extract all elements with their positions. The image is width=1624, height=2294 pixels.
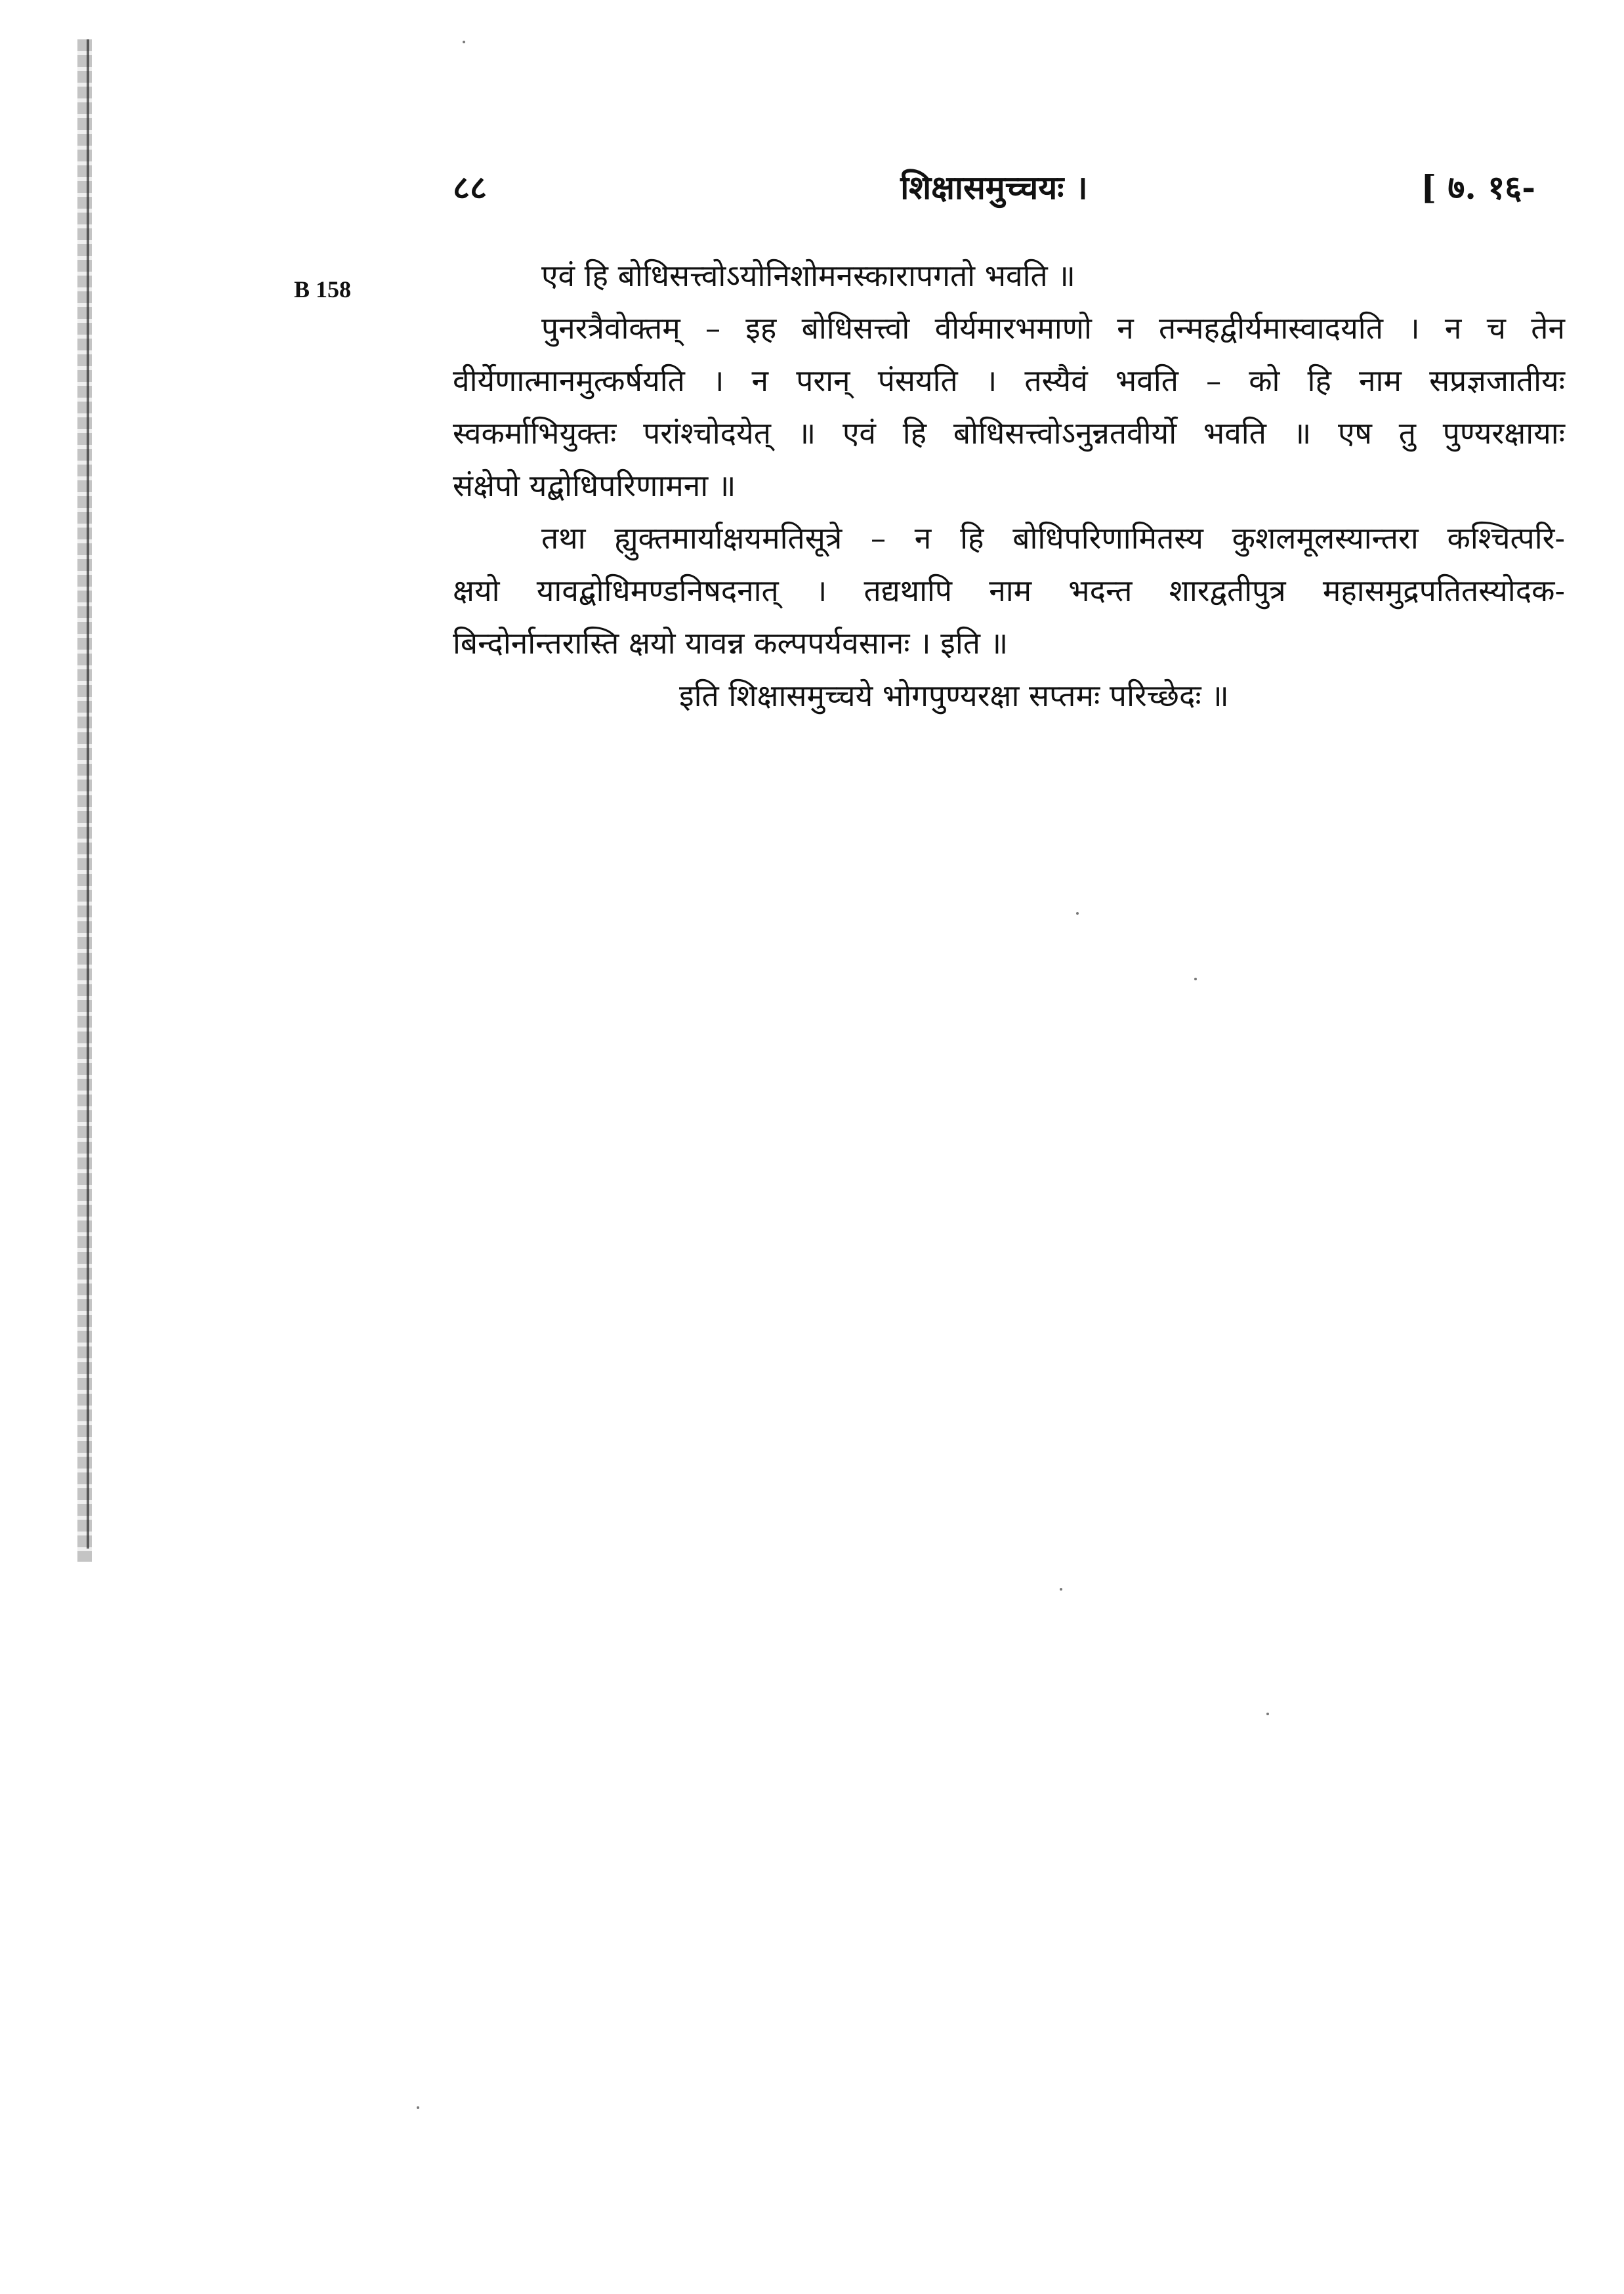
text-line: क्षयो यावद्बोधिमण्डनिषदनात् । तद्यथापि नाम भदन्त शारद्वतीपुत्र महासमुद्रपतितस्योदक- bbox=[453, 573, 1565, 608]
text-line: एवं हि बोधिसत्त्वोऽयोनिशोमनस्कारापगतो भवति ॥ bbox=[541, 258, 1075, 293]
running-head bbox=[453, 164, 1535, 217]
section-reference: [ ७. १६- bbox=[1421, 168, 1535, 207]
paragraph bbox=[453, 512, 1565, 669]
text-line: वीर्येणात्मानमुत्कर्षयति । न परान् पंसयति । तस्यैवं भवति – को हि नाम सप्रज्ञजातीयः bbox=[453, 363, 1565, 398]
binding-edge-shadow bbox=[77, 39, 92, 1562]
page-number: ८८ bbox=[453, 168, 487, 207]
paragraph bbox=[453, 302, 1565, 512]
scan-speck bbox=[1060, 1588, 1062, 1591]
scan-speck bbox=[1076, 912, 1079, 915]
text-line: तथा ह्युक्तमार्याक्षयमतिसूत्रे – न हि बोधिपरिणामितस्य कुशलमूलस्यान्तरा कश्चित्परि- bbox=[541, 520, 1565, 556]
text-line: स्वकर्माभियुक्तः परांश्चोदयेत् ॥ एवं हि बोधिसत्त्वोऽनुन्नतवीर्यो भवति ॥ एष तु पुण्यरक्षायाः bbox=[453, 415, 1565, 451]
margin-reference: B 158 bbox=[294, 276, 352, 302]
text-line: बिन्दोर्नान्तरास्ति क्षयो यावन्न कल्पपर्यवसानः । इति ॥ bbox=[453, 625, 1009, 661]
scan-speck bbox=[1194, 978, 1197, 980]
scan-speck bbox=[463, 41, 465, 43]
paragraph bbox=[453, 249, 1565, 302]
binding-edge-line bbox=[87, 39, 89, 1549]
scan-speck bbox=[1266, 1713, 1269, 1715]
chapter-colophon: इति शिक्षासमुच्चये भोगपुण्यरक्षा सप्तमः परिच्छेदः ॥ bbox=[679, 678, 1229, 713]
text-line: पुनरत्रैवोक्तम् – इह बोधिसत्त्वो वीर्यमारभमाणो न तन्महद्वीर्यमास्वादयति । न च तेन bbox=[541, 310, 1565, 346]
body-text bbox=[453, 249, 1565, 722]
text-line: संक्षेपो यद्बोधिपरिणामना ॥ bbox=[453, 468, 736, 503]
scan-speck bbox=[417, 2106, 419, 2109]
running-title: शिक्षासमुच्चयः । bbox=[900, 168, 1088, 207]
